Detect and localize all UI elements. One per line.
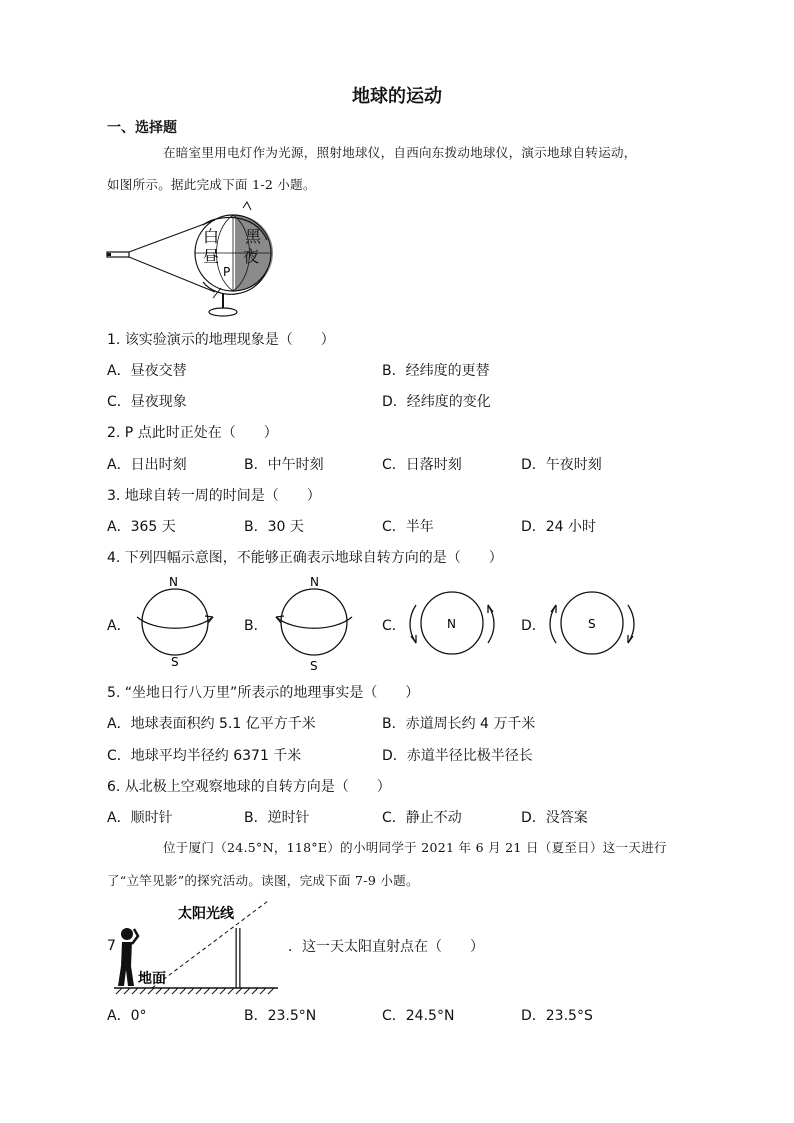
- q6-option-c[interactable]: C．静止不动: [382, 810, 462, 826]
- q4-option-a-label[interactable]: A．: [107, 618, 131, 634]
- q4-option-b-label[interactable]: B．: [244, 618, 268, 634]
- intro-paragraph-2-line-2: 了“立竿见影”的探究活动。读图，完成下面 7-9 小题。: [107, 873, 419, 888]
- q5-option-a[interactable]: A．地球表面积约 5.1 亿平方千米: [107, 716, 316, 732]
- day-label-2: 昼: [203, 247, 220, 266]
- q1-option-a[interactable]: A．昼夜交替: [107, 363, 187, 379]
- q1-option-d[interactable]: D．经纬度的变化: [382, 394, 491, 410]
- north-label: N: [169, 575, 178, 589]
- q2-option-c[interactable]: C．日落时刻: [382, 457, 462, 473]
- night-label-1: 黑: [245, 227, 262, 246]
- q2-option-b[interactable]: B．中午时刻: [244, 457, 324, 473]
- south-label: S: [310, 659, 318, 672]
- intro-paragraph-1-line-1: 在暗室里用电灯作为光源，照射地球仪，自西向东拨动地球仪，演示地球自转运动，: [163, 145, 637, 160]
- question-2: 2. P 点此时正处在（ ）: [107, 425, 278, 441]
- q4-diagram-b[interactable]: [270, 572, 360, 672]
- q1-option-b[interactable]: B．经纬度的更替: [382, 363, 490, 379]
- night-label-2: 夜: [243, 247, 260, 266]
- north-label: N: [310, 575, 319, 589]
- question-3: 3. 地球自转一周的时间是（ ）: [107, 488, 321, 504]
- q6-option-d[interactable]: D．没答案: [521, 810, 588, 826]
- q3-option-b[interactable]: B．30 天: [244, 519, 304, 535]
- sunlight-label: 太阳光线: [178, 906, 234, 922]
- arrow-icon: [411, 635, 416, 643]
- arrow-icon: [488, 605, 493, 613]
- question-7: ．这一天太阳直射点在（ ）: [288, 939, 484, 955]
- q6-option-b[interactable]: B．逆时针: [244, 810, 310, 826]
- shadow-experiment-figure: [112, 898, 282, 998]
- day-label-1: 白: [203, 227, 220, 246]
- question-5: 5. “坐地日行八万里”所表示的地理事实是（ ）: [107, 685, 420, 701]
- arrow-icon: [628, 635, 633, 643]
- person-icon: [118, 928, 138, 986]
- page-title: 地球的运动: [352, 86, 442, 107]
- q7-option-d[interactable]: D．23.5°S: [521, 1008, 593, 1024]
- q3-option-d[interactable]: D．24 小时: [521, 519, 597, 535]
- question-6: 6. 从北极上空观察地球的自转方向是（ ）: [107, 779, 391, 795]
- q5-option-d[interactable]: D．赤道半径比极半径长: [382, 748, 533, 764]
- q1-option-c[interactable]: C．昼夜现象: [107, 394, 187, 410]
- q4-diagram-a[interactable]: [135, 572, 225, 672]
- q7-option-a[interactable]: A．0°: [107, 1008, 147, 1024]
- q3-option-c[interactable]: C．半年: [382, 519, 434, 535]
- pole-label: S: [588, 617, 596, 631]
- q2-option-d[interactable]: D．午夜时刻: [521, 457, 602, 473]
- q5-option-c[interactable]: C．地球平均半径约 6371 千米: [107, 748, 302, 764]
- q5-option-b[interactable]: B．赤道周长约 4 万千米: [382, 716, 536, 732]
- intro-paragraph-1-line-2: 如图所示。据此完成下面 1-2 小题。: [107, 177, 316, 192]
- q4-option-c-label[interactable]: C．: [382, 618, 406, 634]
- q4-option-d-label[interactable]: D．: [521, 618, 546, 634]
- intro-paragraph-2-line-1: 位于厦门（24.5°N，118°E）的小明同学于 2021 年 6 月 21 日（夏至日）这一天进行: [163, 840, 667, 855]
- ground-label: 地面: [138, 971, 166, 987]
- ground-hatching: [116, 988, 274, 994]
- q7-option-b[interactable]: B．23.5°N: [244, 1008, 317, 1024]
- q4-diagram-c[interactable]: [408, 585, 498, 665]
- question-1: 1. 该实验演示的地理现象是（ ）: [107, 332, 335, 348]
- pole-label: N: [447, 617, 456, 631]
- globe-experiment-figure: [105, 200, 275, 318]
- q4-diagram-d[interactable]: [548, 585, 638, 665]
- question-4: 4. 下列四幅示意图，不能够正确表示地球自转方向的是（ ）: [107, 550, 503, 566]
- section-heading: 一、选择题: [107, 120, 177, 136]
- q2-option-a[interactable]: A．日出时刻: [107, 457, 187, 473]
- q6-option-a[interactable]: A．顺时针: [107, 810, 173, 826]
- south-label: S: [171, 655, 179, 669]
- q3-option-a[interactable]: A．365 天: [107, 519, 176, 535]
- point-p-label: P: [223, 265, 231, 279]
- question-7-number: 7: [107, 938, 116, 954]
- arrow-icon: [551, 605, 556, 613]
- lamp-icon: [107, 252, 129, 257]
- q7-option-c[interactable]: C．24.5°N: [382, 1008, 455, 1024]
